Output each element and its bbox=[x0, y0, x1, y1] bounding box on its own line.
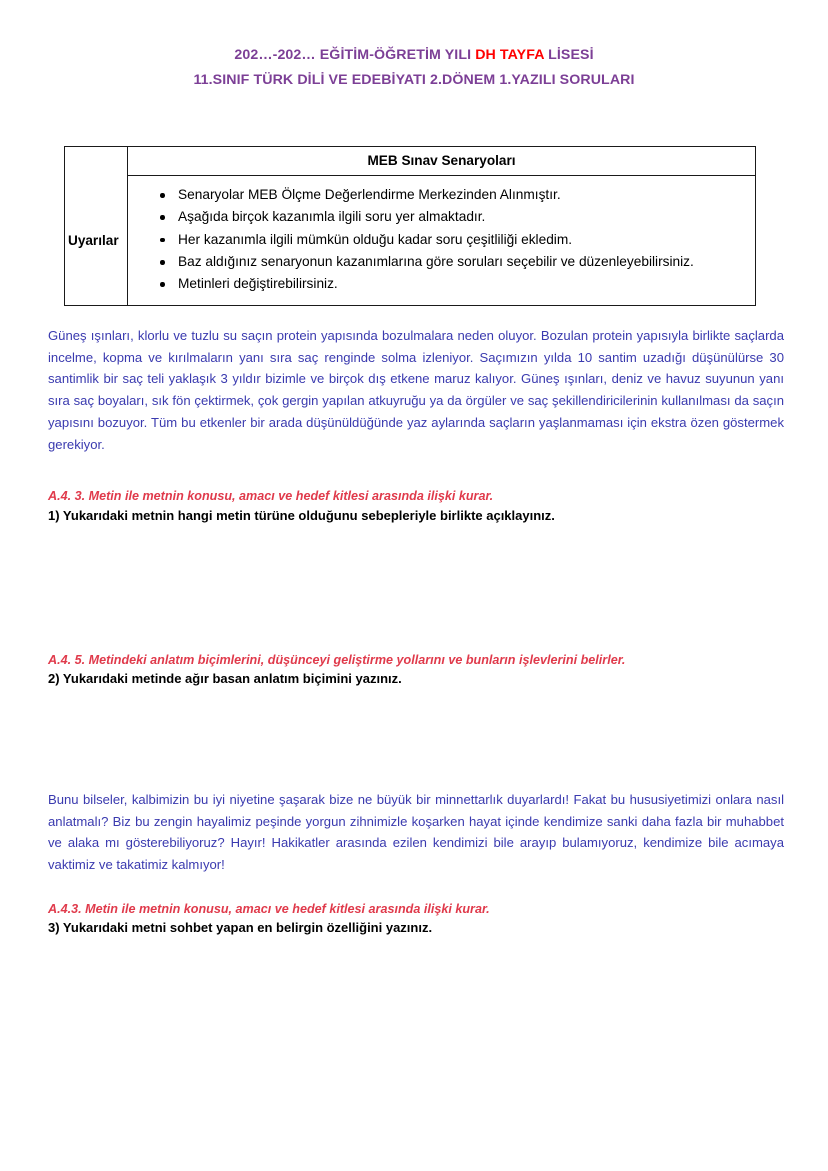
spacer bbox=[48, 876, 784, 898]
question-text-1: 1) Yukarıdaki metnin hangi metin türüne olduğunu sebepleriyle birlikte açıklayınız. bbox=[48, 507, 555, 523]
answer-space-1[interactable] bbox=[48, 525, 784, 649]
school-title-line bbox=[0, 48, 828, 62]
list-item: Senaryolar MEB Ölçme Değerlendirme Merkezinden Alınmıştır. bbox=[178, 184, 749, 206]
table-warnings-cell bbox=[128, 176, 756, 306]
spacer bbox=[48, 455, 784, 485]
exam-content bbox=[48, 325, 784, 938]
learning-outcome-1: A.4. 3. Metin ile metnin konusu, amacı ve hedef kitlesi arasında ilişki kurar. bbox=[48, 489, 494, 504]
reading-passage-1: Güneş ışınları, klorlu ve tuzlu su saçın protein yapısında bozulmalara neden oluyor. Bozulan protein yapısıyla birlikte saçlarda incelme, kopma ve kırılmaların yanı sıra saç renginde solma izleniyor. Saçımızın yılda 10 santim uzadığı düşünülürse 30 santimlik bir saç teli yaklaşık 3 yıldır bizimle ve birçok dış etkene maruz kalıyor. Güneş ışınları, deniz ve havuz suyunun yanı sıra saç boyaları, sık fön çektirmek, çok gergin yapılan atkuyruğu ya da örgüler ve saç şekillendiricilerinin kullanılması da saçın yapısını bozuyor. Tüm bu etkenler bir arada düşünüldüğünde yaz aylarında saçların yaşlanmaması için ekstra özen göstermek gerekiyor. bbox=[48, 328, 784, 452]
table-header-empty-cell bbox=[65, 147, 128, 176]
school-title-suffix: LİSESİ bbox=[544, 47, 594, 63]
table-header-title-cell: MEB Sınav Senaryoları bbox=[128, 147, 756, 176]
table-row-label-cell: Uyarılar bbox=[65, 176, 128, 306]
list-item: Baz aldığınız senaryonun kazanımlarına göre soruları seçebilir ve düzenleyebilirsiniz. bbox=[178, 251, 749, 273]
reading-passage-2: Bunu bilseler, kalbimizin bu iyi niyetine şaşarak bize ne büyük bir minnettarlık duyarlardı! Fakat bu hususiyetimizi onlara nasıl anlatmalı? Biz bu zengin hayalimiz peşinde yorgun zihnimizle koşarken hayat içinde kendimize sanki daha fazla bir muhabbet ve alaka mı gösterebiliyoruz? Hayır! Hakikatler arasında ezilen kendimizi bile arayıp bulamıyoruz, kendimize bile acımaya vaktimiz ve takatimiz kalmıyor! bbox=[48, 791, 784, 873]
list-item: Aşağıda birçok kazanımla ilgili soru yer almaktadır. bbox=[178, 206, 749, 228]
table-body-row bbox=[65, 176, 756, 306]
question-block-2 bbox=[48, 651, 784, 689]
warnings-table bbox=[64, 146, 756, 306]
list-item: Metinleri değiştirebilirsiniz. bbox=[178, 273, 749, 295]
document-header bbox=[0, 48, 828, 87]
warnings-list bbox=[134, 184, 749, 296]
school-name-accent: DH TAYFA bbox=[475, 47, 545, 63]
question-text-2: 2) Yukarıdaki metinde ağır basan anlatım biçimini yazınız. bbox=[48, 671, 402, 687]
table-header-row bbox=[65, 147, 756, 176]
list-item: Her kazanımla ilgili mümkün olduğu kadar soru çeşitliliği ekledim. bbox=[178, 229, 749, 251]
answer-space-2[interactable] bbox=[48, 689, 784, 789]
question-block-1 bbox=[48, 487, 784, 525]
school-title-prefix: 202…-202… EĞİTİM-ÖĞRETİM YILI bbox=[234, 47, 476, 63]
question-block-3 bbox=[48, 900, 784, 938]
learning-outcome-3: A.4.3. Metin ile metnin konusu, amacı ve hedef kitlesi arasında ilişki kurar. bbox=[48, 901, 490, 916]
exam-subtitle-line: 11.SINIF TÜRK DİLİ VE EDEBİYATI 2.DÖNEM 1.YAZILI SORULARI bbox=[193, 72, 635, 89]
learning-outcome-2: A.4. 5. Metindeki anlatım biçimlerini, düşünceyi geliştirme yollarını ve bunların işlevlerini belirler. bbox=[48, 653, 626, 668]
question-text-3: 3) Yukarıdaki metni sohbet yapan en belirgin özelliğini yazınız. bbox=[48, 920, 433, 936]
